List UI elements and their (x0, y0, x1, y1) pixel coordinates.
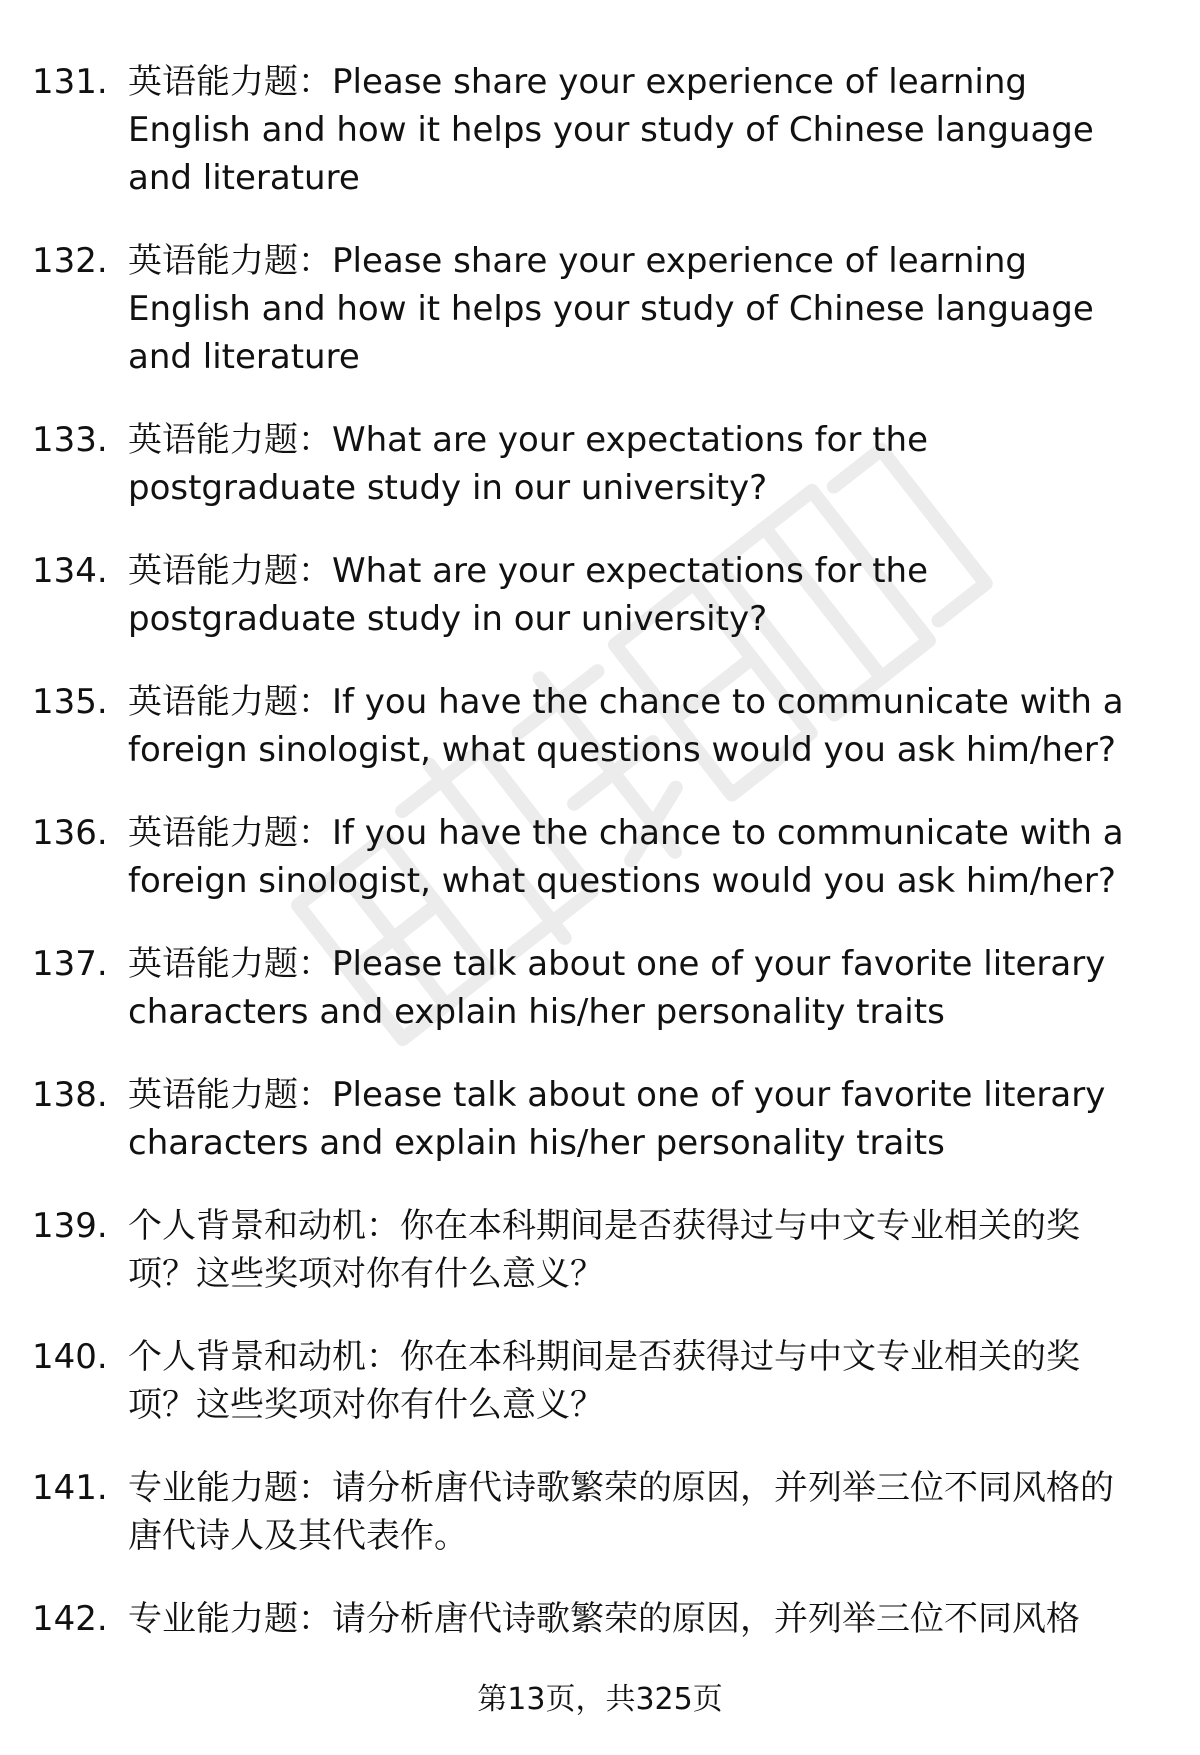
question-text: 英语能力题：If you have the chance to communicate with a foreign sinologist, what questions would you ask him/her? (128, 682, 1124, 770)
question-item (32, 1464, 1172, 1560)
question-number: 131. (32, 62, 108, 102)
question-item (32, 678, 1172, 774)
question-number: 140. (32, 1337, 108, 1377)
question-text: 个人背景和动机：你在本科期间是否获得过与中文专业相关的奖项？这些奖项对你有什么意义？ (128, 1206, 1080, 1294)
question-text: 英语能力题：Please share your experience of learning English and how it helps your study of Chinese language and literature (128, 241, 1094, 377)
question-number: 141. (32, 1468, 108, 1508)
question-text: 英语能力题：Please share your experience of learning English and how it helps your study of Chinese language and literature (128, 62, 1094, 198)
question-item (32, 1202, 1172, 1298)
question-number: 134. (32, 551, 108, 591)
question-number: 132. (32, 241, 108, 281)
question-list (32, 58, 1172, 1678)
question-number: 135. (32, 682, 108, 722)
question-text: 英语能力题：What are your expectations for the postgraduate study in our university? (128, 551, 928, 639)
page-number-label: 第13页，共325页 (477, 1682, 723, 1717)
question-item (32, 809, 1172, 905)
question-item (32, 416, 1172, 512)
question-item (32, 1071, 1172, 1167)
question-text: 英语能力题：What are your expectations for the postgraduate study in our university? (128, 420, 928, 508)
question-text: 英语能力题：Please talk about one of your favorite literary characters and explain his/her personality traits (128, 944, 1106, 1032)
question-text: 个人背景和动机：你在本科期间是否获得过与中文专业相关的奖项？这些奖项对你有什么意义？ (128, 1337, 1080, 1425)
question-item (32, 237, 1172, 381)
question-number: 137. (32, 944, 108, 984)
question-number: 133. (32, 420, 108, 460)
page-footer (0, 1678, 1200, 1722)
question-text: 专业能力题：请分析唐代诗歌繁荣的原因，并列举三位不同风格 (128, 1599, 1080, 1639)
question-text: 英语能力题：Please talk about one of your favorite literary characters and explain his/her personality traits (128, 1075, 1106, 1163)
question-text: 专业能力题：请分析唐代诗歌繁荣的原因，并列举三位不同风格的唐代诗人及其代表作。 (128, 1468, 1114, 1556)
question-text: 英语能力题：If you have the chance to communicate with a foreign sinologist, what questions would you ask him/her? (128, 813, 1124, 901)
question-number: 136. (32, 813, 108, 853)
question-number: 142. (32, 1599, 108, 1639)
question-number: 138. (32, 1075, 108, 1115)
question-item (32, 940, 1172, 1036)
question-item (32, 547, 1172, 643)
question-item (32, 1333, 1172, 1429)
question-number: 139. (32, 1206, 108, 1246)
question-item (32, 1595, 1172, 1643)
question-item (32, 58, 1172, 202)
